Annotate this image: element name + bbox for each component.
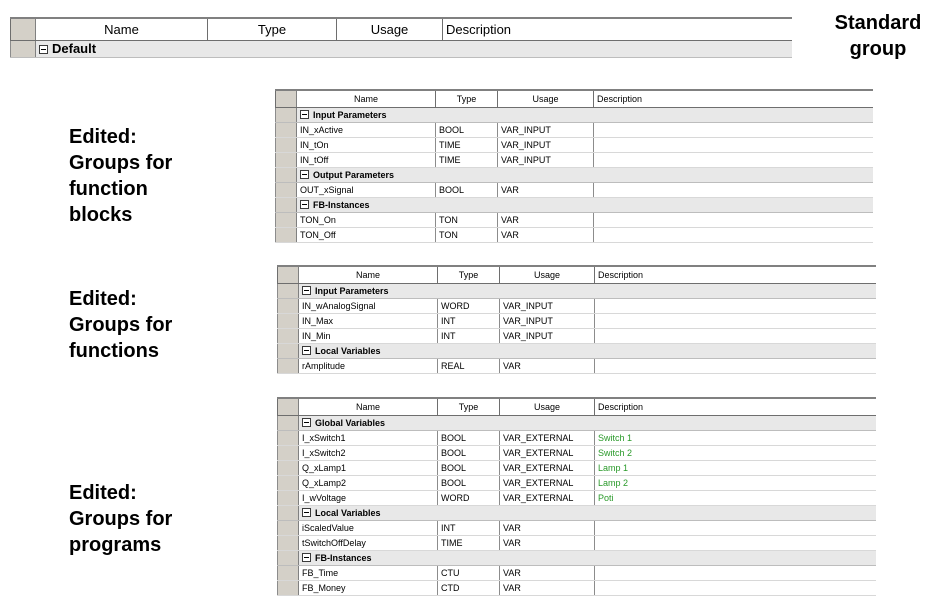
row-selector[interactable]	[276, 137, 297, 152]
caption-programs: Edited: Groups for programs	[69, 482, 173, 556]
cell-name[interactable]: tSwitchOffDelay	[299, 535, 438, 550]
variable-row[interactable]	[276, 227, 873, 242]
collapse-icon[interactable]	[302, 286, 311, 295]
variable-row[interactable]	[276, 182, 873, 197]
cell-name[interactable]: Q_xLamp1	[299, 460, 438, 475]
variable-row[interactable]	[276, 137, 873, 152]
cell-usage[interactable]: VAR	[500, 580, 595, 595]
cell-description[interactable]	[595, 520, 876, 535]
cell-type[interactable]: REAL	[438, 358, 500, 373]
row-selector[interactable]	[276, 107, 297, 122]
row-selector[interactable]	[278, 460, 299, 475]
caption-function-blocks: Edited: Groups for function blocks	[69, 126, 173, 226]
collapse-icon[interactable]	[302, 346, 311, 355]
row-selector[interactable]	[276, 152, 297, 167]
row-selector[interactable]	[278, 490, 299, 505]
cell-type[interactable]: INT	[438, 520, 500, 535]
cell-type[interactable]: WORD	[438, 490, 500, 505]
function-block-variables-table	[275, 89, 873, 243]
cell-type[interactable]: BOOL	[436, 182, 498, 197]
cell-type[interactable]: CTU	[438, 565, 500, 580]
cell-description[interactable]: Lamp 2	[595, 475, 876, 490]
cell-type[interactable]: BOOL	[436, 122, 498, 137]
function-variables-table	[277, 265, 876, 374]
group-label: Input Parameters	[315, 285, 389, 296]
variable-row[interactable]	[278, 328, 876, 343]
cell-usage[interactable]: VAR	[500, 565, 595, 580]
caption-standard-group: Standard group	[834, 12, 922, 60]
row-selector-header[interactable]	[278, 266, 299, 283]
cell-type[interactable]: BOOL	[438, 445, 500, 460]
row-selector[interactable]	[278, 445, 299, 460]
cell-name[interactable]: IN_tOff	[297, 152, 436, 167]
row-selector[interactable]	[278, 298, 299, 313]
cell-description[interactable]: Switch 2	[595, 445, 876, 460]
cell-type[interactable]: TON	[436, 212, 498, 227]
cell-description[interactable]: Switch 1	[595, 430, 876, 445]
collapse-icon[interactable]	[302, 508, 311, 517]
variable-row[interactable]	[278, 298, 876, 313]
cell-usage[interactable]: VAR_EXTERNAL	[500, 475, 595, 490]
group-label: Local Variables	[315, 507, 381, 518]
variable-row[interactable]	[278, 565, 876, 580]
variable-row[interactable]	[278, 445, 876, 460]
row-selector[interactable]	[276, 167, 297, 182]
row-selector[interactable]	[278, 415, 299, 430]
group-row-default[interactable]	[11, 40, 792, 57]
row-selector-header[interactable]	[11, 18, 36, 40]
cell-name[interactable]: rAmplitude	[299, 358, 438, 373]
row-selector[interactable]	[278, 328, 299, 343]
cell-name[interactable]: TON_Off	[297, 227, 436, 242]
cell-description[interactable]	[595, 535, 876, 550]
cell-type[interactable]: WORD	[438, 298, 500, 313]
cell-description[interactable]	[595, 328, 876, 343]
group-label: FB-Instances	[315, 552, 372, 563]
column-header-description[interactable]: Description	[595, 266, 876, 283]
cell-description[interactable]	[594, 212, 873, 227]
cell-usage[interactable]: VAR_INPUT	[498, 137, 594, 152]
header-row	[278, 266, 876, 283]
cell-name[interactable]: OUT_xSignal	[297, 182, 436, 197]
row-selector[interactable]	[278, 358, 299, 373]
cell-usage[interactable]: VAR	[500, 520, 595, 535]
collapse-icon[interactable]	[302, 418, 311, 427]
cell-usage[interactable]: VAR_EXTERNAL	[500, 430, 595, 445]
group-label: Default	[52, 41, 97, 56]
column-header-name[interactable]: Name	[36, 18, 208, 40]
variable-row[interactable]	[278, 535, 876, 550]
collapse-icon[interactable]	[300, 170, 309, 179]
group-row[interactable]	[278, 550, 876, 565]
cell-usage[interactable]: VAR_INPUT	[498, 152, 594, 167]
cell-description[interactable]	[595, 565, 876, 580]
group-row[interactable]	[278, 283, 876, 298]
column-header-usage[interactable]: Usage	[500, 398, 595, 415]
row-selector[interactable]	[276, 212, 297, 227]
cell-type[interactable]: TIME	[436, 137, 498, 152]
column-header-description[interactable]: Description	[595, 398, 876, 415]
cell-name[interactable]: I_xSwitch2	[299, 445, 438, 460]
cell-name[interactable]: FB_Time	[299, 565, 438, 580]
row-selector[interactable]	[278, 475, 299, 490]
row-selector[interactable]	[278, 550, 299, 565]
cell-usage[interactable]: VAR	[500, 535, 595, 550]
cell-usage[interactable]: VAR	[498, 182, 594, 197]
cell-type[interactable]: TIME	[438, 535, 500, 550]
column-header-type[interactable]: Type	[208, 18, 337, 40]
cell-usage[interactable]: VAR_INPUT	[500, 328, 595, 343]
cell-type[interactable]: BOOL	[438, 475, 500, 490]
cell-description[interactable]: Poti	[595, 490, 876, 505]
column-header-usage[interactable]: Usage	[498, 90, 594, 107]
column-header-name[interactable]: Name	[299, 398, 438, 415]
group-row[interactable]	[278, 343, 876, 358]
variable-row[interactable]	[278, 490, 876, 505]
variable-row[interactable]	[276, 212, 873, 227]
variable-row[interactable]	[278, 475, 876, 490]
cell-description[interactable]	[594, 122, 873, 137]
cell-type[interactable]: BOOL	[438, 430, 500, 445]
variable-row[interactable]	[278, 430, 876, 445]
cell-description[interactable]	[595, 580, 876, 595]
row-selector[interactable]	[278, 565, 299, 580]
column-header-description[interactable]: Description	[443, 18, 792, 40]
column-header-name[interactable]: Name	[299, 266, 438, 283]
row-selector[interactable]	[11, 40, 36, 57]
row-selector[interactable]	[278, 313, 299, 328]
collapse-icon[interactable]	[300, 200, 309, 209]
column-header-description[interactable]: Description	[594, 90, 873, 107]
cell-name[interactable]: TON_On	[297, 212, 436, 227]
cell-type[interactable]: BOOL	[438, 460, 500, 475]
row-selector[interactable]	[276, 197, 297, 212]
cell-name[interactable]: I_wVoltage	[299, 490, 438, 505]
cell-type[interactable]: TON	[436, 227, 498, 242]
group-label: FB-Instances	[313, 199, 370, 210]
row-selector[interactable]	[276, 182, 297, 197]
cell-description[interactable]	[595, 313, 876, 328]
cell-description[interactable]	[595, 358, 876, 373]
row-selector-header[interactable]	[278, 398, 299, 415]
column-header-usage[interactable]: Usage	[337, 18, 443, 40]
column-header-type[interactable]: Type	[436, 90, 498, 107]
cell-usage[interactable]: VAR	[498, 227, 594, 242]
standard-group-table	[10, 17, 792, 58]
cell-usage[interactable]: VAR	[500, 358, 595, 373]
row-selector[interactable]	[278, 430, 299, 445]
collapse-icon[interactable]	[300, 110, 309, 119]
column-header-type[interactable]: Type	[438, 266, 500, 283]
row-selector-header[interactable]	[276, 90, 297, 107]
variable-row[interactable]	[276, 122, 873, 137]
program-variables-table	[277, 397, 876, 596]
cell-name[interactable]: Q_xLamp2	[299, 475, 438, 490]
row-selector[interactable]	[278, 505, 299, 520]
caption-functions: Edited: Groups for functions	[69, 288, 173, 362]
cell-usage[interactable]: VAR_INPUT	[500, 298, 595, 313]
variable-row[interactable]	[278, 520, 876, 535]
row-selector[interactable]	[278, 343, 299, 358]
cell-name[interactable]: FB_Money	[299, 580, 438, 595]
cell-name[interactable]: IN_tOn	[297, 137, 436, 152]
group-label: Local Variables	[315, 345, 381, 356]
group-label: Input Parameters	[313, 109, 387, 120]
header-row	[276, 90, 873, 107]
cell-name[interactable]: IN_xActive	[297, 122, 436, 137]
group-label: Output Parameters	[313, 169, 395, 180]
cell-description[interactable]	[594, 137, 873, 152]
cell-usage[interactable]: VAR_INPUT	[498, 122, 594, 137]
variable-row[interactable]	[278, 460, 876, 475]
row-selector[interactable]	[276, 122, 297, 137]
cell-usage[interactable]: VAR_EXTERNAL	[500, 490, 595, 505]
group-row[interactable]	[276, 107, 873, 122]
cell-usage[interactable]: VAR_EXTERNAL	[500, 460, 595, 475]
row-selector[interactable]	[278, 520, 299, 535]
cell-type[interactable]: TIME	[436, 152, 498, 167]
group-row[interactable]	[276, 167, 873, 182]
variable-row[interactable]	[278, 358, 876, 373]
variable-row[interactable]	[276, 152, 873, 167]
column-header-name[interactable]: Name	[297, 90, 436, 107]
cell-description[interactable]	[595, 298, 876, 313]
group-row[interactable]	[278, 505, 876, 520]
cell-name[interactable]: IN_wAnalogSignal	[299, 298, 438, 313]
cell-description[interactable]	[594, 182, 873, 197]
header-row	[11, 18, 792, 40]
row-selector[interactable]	[278, 283, 299, 298]
column-header-type[interactable]: Type	[438, 398, 500, 415]
collapse-icon[interactable]	[302, 553, 311, 562]
cell-type[interactable]: INT	[438, 313, 500, 328]
group-row[interactable]	[276, 197, 873, 212]
group-label: Global Variables	[315, 417, 386, 428]
variable-row[interactable]	[278, 580, 876, 595]
cell-type[interactable]: CTD	[438, 580, 500, 595]
cell-usage[interactable]: VAR	[498, 212, 594, 227]
collapse-icon[interactable]	[39, 45, 48, 54]
cell-name[interactable]: IN_Max	[299, 313, 438, 328]
header-row	[278, 398, 876, 415]
cell-name[interactable]: iScaledValue	[299, 520, 438, 535]
group-row[interactable]	[278, 415, 876, 430]
row-selector[interactable]	[276, 227, 297, 242]
cell-name[interactable]: IN_Min	[299, 328, 438, 343]
row-selector[interactable]	[278, 580, 299, 595]
cell-name[interactable]: I_xSwitch1	[299, 430, 438, 445]
cell-description[interactable]: Lamp 1	[595, 460, 876, 475]
cell-usage[interactable]: VAR_EXTERNAL	[500, 445, 595, 460]
column-header-usage[interactable]: Usage	[500, 266, 595, 283]
variable-row[interactable]	[278, 313, 876, 328]
cell-usage[interactable]: VAR_INPUT	[500, 313, 595, 328]
cell-description[interactable]	[594, 227, 873, 242]
cell-type[interactable]: INT	[438, 328, 500, 343]
row-selector[interactable]	[278, 535, 299, 550]
cell-description[interactable]	[594, 152, 873, 167]
